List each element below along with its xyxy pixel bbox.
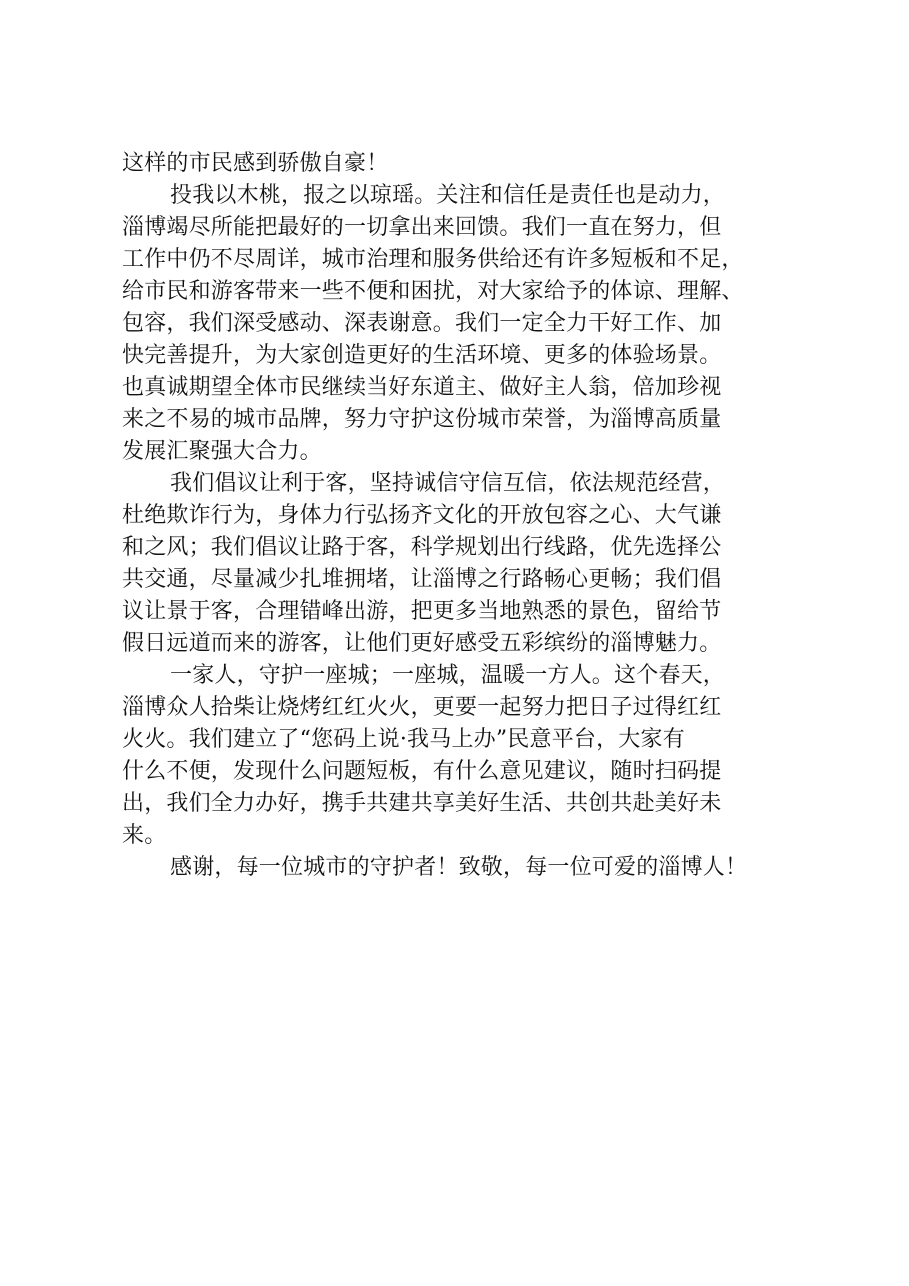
paragraph-line: 淄博众人拾柴让烧烤红红火火，更要一起努力把日子过得红红: [122, 695, 722, 720]
paragraph-line: 这样的市民感到骄傲自豪！: [122, 151, 389, 176]
paragraph-line: 来之不易的城市品牌，努力守护这份城市荣誉，为淄博高质量: [122, 407, 722, 432]
paragraph-line: 快完善提升，为大家创造更好的生活环境、更多的体验场景。: [122, 343, 722, 368]
document-body: [122, 148, 802, 884]
paragraph-first-line: 一家人，守护一座城；一座城，温暖一方人。这个春天，: [170, 663, 726, 688]
paragraph-line: 包容，我们深受感动、深表谢意。我们一定全力干好工作、加: [122, 311, 722, 336]
paragraph-line: 发展汇聚强大合力。: [122, 439, 322, 464]
paragraph-line: 杜绝欺诈行为，身体力行弘扬齐文化的开放包容之心、大气谦: [122, 503, 722, 528]
paragraph-line: 共交通，尽量减少扎堆拥堵，让淄博之行路畅心更畅；我们倡: [122, 567, 722, 592]
paragraph-line: 工作中仍不尽周详，城市治理和服务供给还有许多短板和不足，: [122, 247, 744, 272]
paragraph-line: 也真诚期望全体市民继续当好东道主、做好主人翁，倍加珍视: [122, 375, 722, 400]
paragraph-line: 和之风；我们倡议让路于客，科学规划出行线路，优先选择公: [122, 535, 722, 560]
paragraph-line: 假日远道而来的游客，让他们更好感受五彩缤纷的淄博魅力。: [122, 631, 722, 656]
paragraph-line: 来。: [122, 823, 167, 848]
paragraph-first-line: 投我以木桃，报之以琼瑶。关注和信任是责任也是动力，: [170, 183, 726, 208]
paragraph-line: 什么不便，发现什么问题短板，有什么意见建议，随时扫码提: [122, 759, 722, 784]
paragraph-line: 出，我们全力办好，携手共建共享美好生活、共创共赴美好未: [122, 791, 722, 816]
paragraph-line: 给市民和游客带来一些不便和困扰，对大家给予的体谅、理解、: [122, 279, 744, 304]
paragraph-line: 淄博竭尽所能把最好的一切拿出来回馈。我们一直在努力，但: [122, 215, 722, 240]
paragraph-line: 火火。我们建立了“您码上说·我马上办”民意平台，大家有: [122, 727, 685, 752]
paragraph-line: 议让景于客，合理错峰出游，把更多当地熟悉的景色，留给节: [122, 599, 722, 624]
paragraph-first-line: 感谢，每一位城市的守护者！致敬，每一位可爱的淄博人！: [170, 855, 748, 880]
paragraph-first-line: 我们倡议让利于客，坚持诚信守信互信，依法规范经营，: [170, 471, 726, 496]
